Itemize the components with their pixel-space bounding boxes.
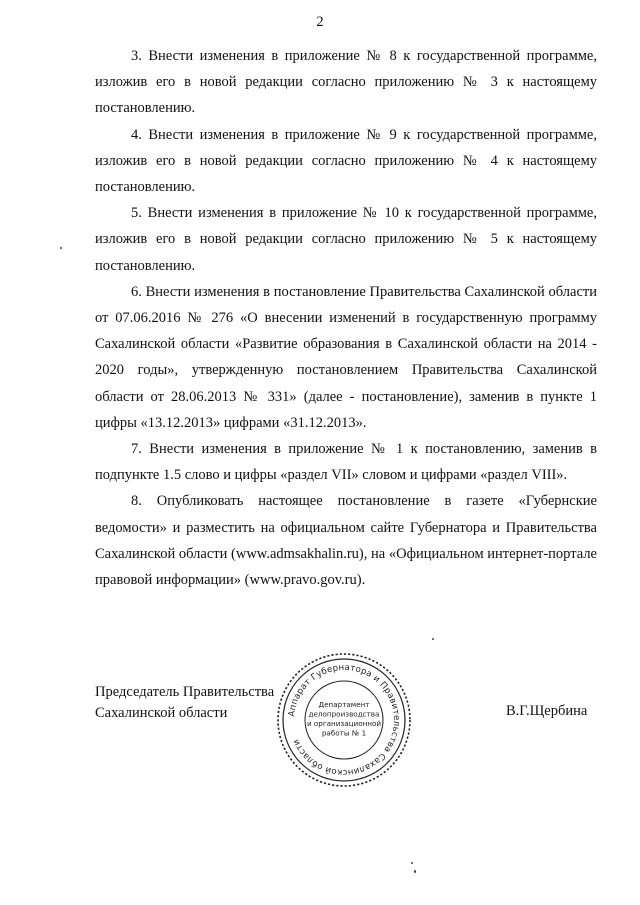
seal-center-line-4: работы № 1: [321, 728, 367, 738]
paragraph-item-7: 7. Внести изменения в приложение № 1 к постановлению, заменив в подпункте 1.5 слово и цифры «раздел VII» словом и цифрами «раздел VIII».: [95, 441, 597, 484]
scan-speck: [414, 870, 416, 873]
seal-graphic: [274, 650, 414, 790]
paragraph-item-3: 3. Внести изменения в приложение № 8 к государственной программе, изложив его в новой редакции согласно приложению № 3 к настоящему постановлению.: [95, 48, 597, 117]
scan-speck: [432, 638, 434, 640]
scan-speck: [60, 247, 62, 249]
signatory-title-line-2: Сахалинской области: [95, 705, 228, 721]
signatory-title-line-1: Председатель Правительства: [95, 684, 275, 700]
signatory-title: [95, 682, 274, 724]
seal-center-line-2: делопроизводства: [308, 709, 380, 719]
paragraph-item-6: 6. Внести изменения в постановление Правительства Сахалинской области от 07.06.2016 № 276 «О внесении изменений в государственную программу Сахалинской области «Развитие образования в Сахалинской области на 2014 - 2020 годы», утвержденную постановлением Правительства Сахалинской области от 28.06.2013 № 331» (далее - постановление), заменив в пункте 1 цифры «13.12.2013» цифрами «31.12.2013».: [95, 283, 597, 431]
paragraph-item-4: 4. Внести изменения в приложение № 9 к государственной программе, изложив его в новой редакции согласно приложению № 4 к настоящему постановлению.: [95, 126, 597, 196]
paragraph-item-8: 8. Опубликовать настоящее постановление в газете «Губернские ведомости» и разместить на официальном сайте Губернатора и Правительства Сахалинской области (www.admsakhalin.ru), на «Официальном интернет-портале правовой информации» (www.pravo.gov.ru).: [95, 493, 597, 589]
scan-speck: [411, 862, 413, 864]
seal-ring-text: Аппарат Губернатора и Правительства Сахалинской области: [287, 662, 402, 778]
paragraph-item-5: 5. Внести изменения в приложение № 10 к государственной программе, изложив его в новой редакции согласно приложению № 5 к настоящему постановлению.: [95, 205, 597, 274]
document-body: [95, 43, 597, 593]
official-seal-stamp: [274, 650, 414, 790]
seal-center-line-1: Департамент: [318, 700, 370, 709]
signatory-name: В.Г.Щербина: [506, 703, 588, 719]
page-number: 2: [316, 14, 324, 30]
seal-center-line-3: и организационной: [306, 719, 382, 728]
